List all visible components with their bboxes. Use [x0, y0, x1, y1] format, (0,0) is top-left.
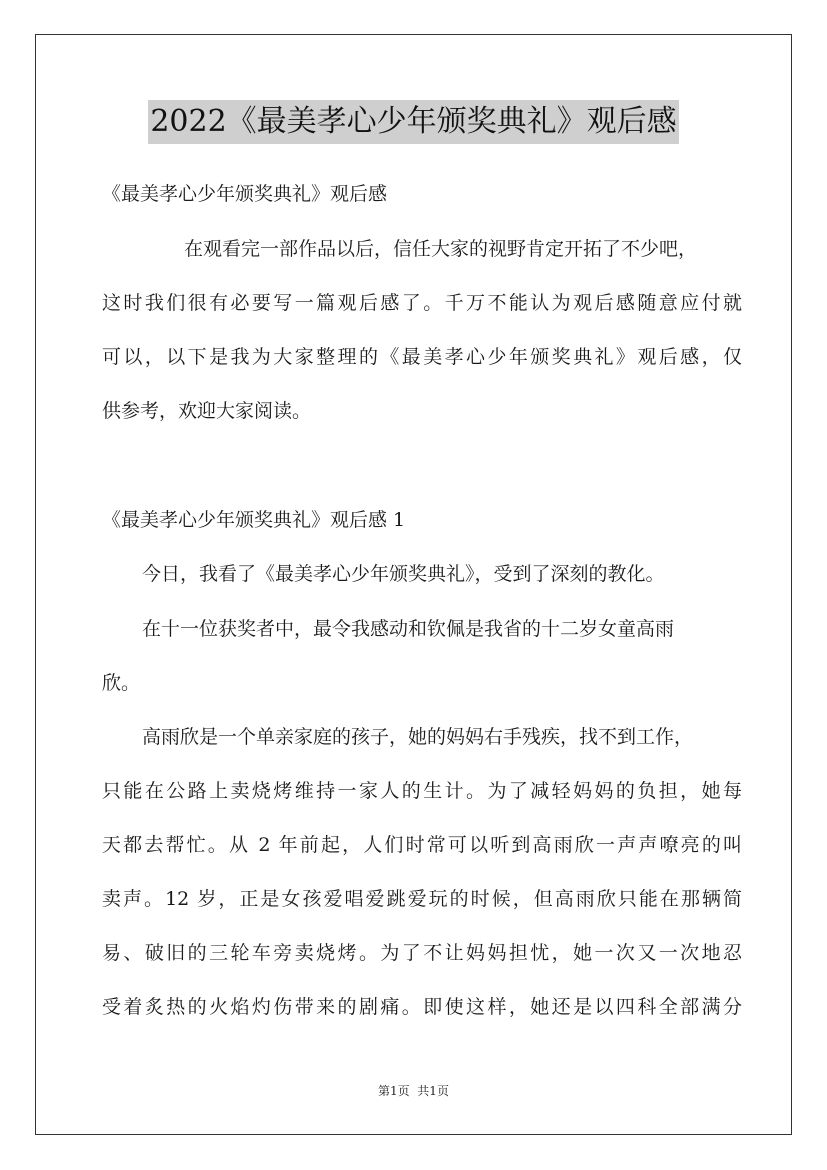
intro-line-4: 供参考，欢迎大家阅读。 [102, 400, 312, 422]
document-title: 2022《最美孝心少年颁奖典礼》观后感 [148, 100, 678, 144]
page-number-footer: 第1页 共1页 [378, 1084, 449, 1098]
body-line-6: 天都去帮忙。从 2 年前起，人们时常可以听到高雨欣一声声嘹亮的叫 [102, 834, 742, 856]
body-line-2: 在十一位获奖者中，最令我感动和钦佩是我省的十二岁女童高雨 [142, 618, 675, 640]
body-line-9: 受着炙热的火焰灼伤带来的剧痛。即使这样，她还是以四科全部满分 [102, 996, 742, 1018]
body-line-8: 易、破旧的三轮车旁卖烧烤。为了不让妈妈担忧，她一次又一次地忍 [102, 942, 742, 964]
section-heading: 《最美孝心少年颁奖典礼》观后感 1 [102, 509, 406, 531]
body-line-7: 卖声。12 岁，正是女孩爱唱爱跳爱玩的时候，但高雨欣只能在那辆简 [102, 888, 742, 910]
intro-line-1: 在观看完一部作品以后，信任大家的视野肯定开拓了不少吧， [184, 238, 698, 260]
body-line-4: 高雨欣是一个单亲家庭的孩子，她的妈妈右手残疾，找不到工作， [142, 726, 694, 748]
intro-line-3: 可以，以下是我为大家整理的《最美孝心少年颁奖典礼》观后感，仅 [102, 346, 742, 368]
body-line-3: 欣。 [102, 672, 141, 694]
body-line-1: 今日，我看了《最美孝心少年颁奖典礼》，受到了深刻的教化。 [142, 563, 665, 585]
title-block [0, 100, 827, 144]
document-subtitle: 《最美孝心少年颁奖典礼》观后感 [102, 183, 388, 205]
body-line-5: 只能在公路上卖烧烤维持一家人的生计。为了减轻妈妈的负担，她每 [102, 780, 742, 802]
intro-line-2: 这时我们很有必要写一篇观后感了。千万不能认为观后感随意应付就 [102, 292, 742, 314]
